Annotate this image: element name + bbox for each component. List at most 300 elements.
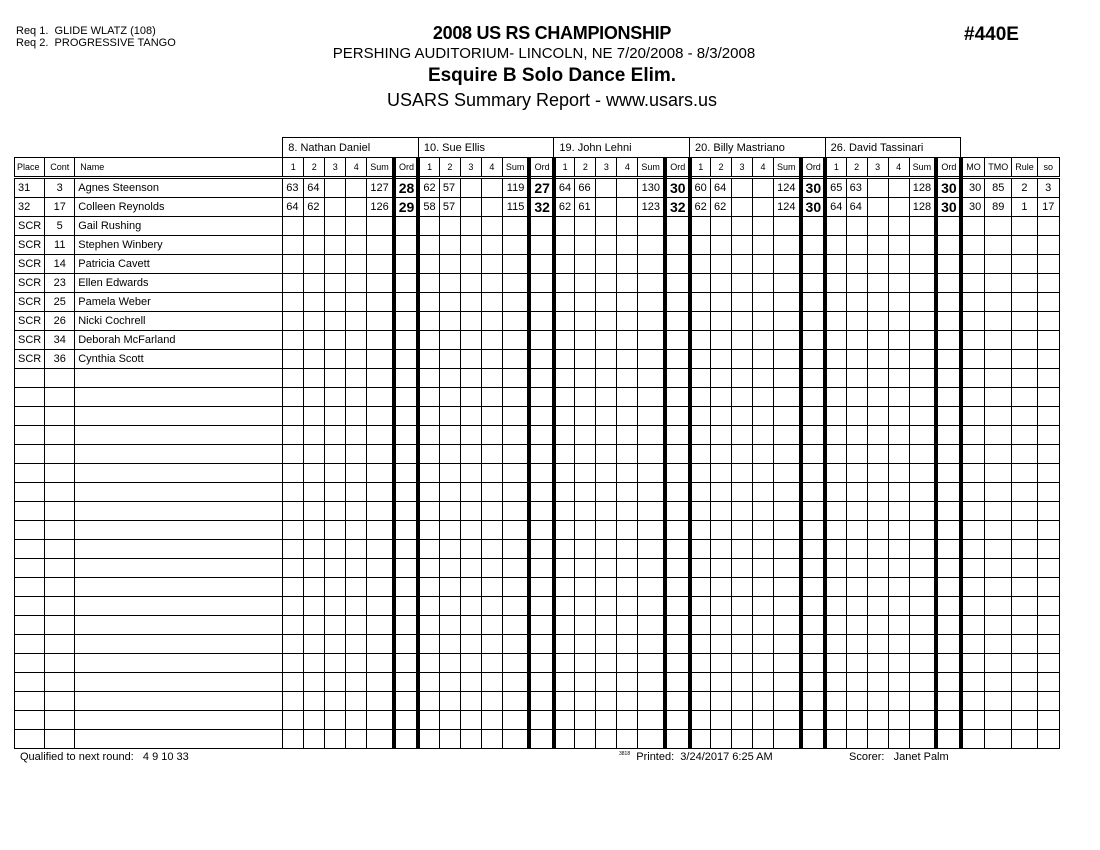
score-cell bbox=[460, 521, 481, 540]
so-cell bbox=[1037, 635, 1059, 654]
score-cell bbox=[554, 217, 575, 236]
score-cell bbox=[867, 464, 888, 483]
score-cell bbox=[596, 711, 617, 730]
judge-col-header: 3 bbox=[325, 158, 346, 178]
cont-cell bbox=[45, 502, 75, 521]
so-cell bbox=[1037, 426, 1059, 445]
ord-cell: 29 bbox=[394, 198, 419, 217]
sum-cell bbox=[367, 407, 394, 426]
score-cell bbox=[732, 236, 753, 255]
ord-cell bbox=[665, 464, 690, 483]
ord-cell bbox=[394, 331, 419, 350]
report-code: 3818 bbox=[619, 751, 631, 757]
sum-cell bbox=[367, 312, 394, 331]
sum-cell bbox=[367, 293, 394, 312]
sum-cell bbox=[774, 236, 801, 255]
mo-cell bbox=[961, 521, 985, 540]
mo-cell bbox=[961, 692, 985, 711]
score-cell bbox=[325, 711, 346, 730]
score-cell bbox=[711, 673, 732, 692]
sum-cell bbox=[502, 578, 529, 597]
empty-row bbox=[15, 711, 1060, 730]
place-cell bbox=[15, 388, 45, 407]
mo-cell bbox=[961, 673, 985, 692]
score-cell bbox=[617, 635, 638, 654]
score-cell bbox=[596, 407, 617, 426]
sum-cell: 130 bbox=[638, 178, 665, 198]
score-cell bbox=[481, 464, 502, 483]
judge-col-header: 4 bbox=[888, 158, 909, 178]
score-cell bbox=[711, 597, 732, 616]
ord-cell bbox=[801, 730, 826, 749]
score-cell bbox=[596, 578, 617, 597]
rule-cell bbox=[1012, 236, 1038, 255]
score-cell bbox=[825, 559, 846, 578]
so-cell bbox=[1037, 293, 1059, 312]
score-cell bbox=[325, 178, 346, 198]
sum-cell bbox=[638, 654, 665, 673]
score-cell bbox=[867, 597, 888, 616]
score-cell bbox=[346, 635, 367, 654]
score-cell bbox=[732, 597, 753, 616]
score-cell bbox=[825, 692, 846, 711]
ord-cell bbox=[936, 274, 961, 293]
score-cell bbox=[304, 730, 325, 749]
skater-row bbox=[15, 255, 1060, 274]
empty-row bbox=[15, 559, 1060, 578]
ord-cell bbox=[936, 654, 961, 673]
score-cell bbox=[439, 616, 460, 635]
so-cell bbox=[1037, 369, 1059, 388]
ord-cell bbox=[394, 445, 419, 464]
sum-cell bbox=[909, 578, 936, 597]
rule-cell bbox=[1012, 312, 1038, 331]
so-cell bbox=[1037, 540, 1059, 559]
score-cell bbox=[439, 711, 460, 730]
score-cell bbox=[325, 331, 346, 350]
score-cell bbox=[575, 711, 596, 730]
score-cell bbox=[418, 274, 439, 293]
score-cell bbox=[325, 483, 346, 502]
score-cell bbox=[732, 502, 753, 521]
score-cell bbox=[325, 388, 346, 407]
score-cell bbox=[867, 426, 888, 445]
score-cell bbox=[325, 293, 346, 312]
tmo-cell bbox=[985, 312, 1012, 331]
rule-cell bbox=[1012, 350, 1038, 369]
score-cell bbox=[867, 274, 888, 293]
score-cell bbox=[596, 198, 617, 217]
score-cell bbox=[460, 654, 481, 673]
ord-cell bbox=[665, 635, 690, 654]
sum-cell bbox=[367, 350, 394, 369]
ord-cell bbox=[936, 540, 961, 559]
score-cell bbox=[325, 426, 346, 445]
score-cell bbox=[596, 274, 617, 293]
score-cell bbox=[732, 616, 753, 635]
score-cell bbox=[346, 711, 367, 730]
place-cell: SCR bbox=[15, 236, 45, 255]
ord-cell: 27 bbox=[529, 178, 554, 198]
score-cell bbox=[711, 502, 732, 521]
score-cell bbox=[888, 521, 909, 540]
score-cell bbox=[732, 293, 753, 312]
score-cell bbox=[825, 236, 846, 255]
score-cell bbox=[690, 274, 711, 293]
ord-cell bbox=[665, 369, 690, 388]
score-cell bbox=[867, 578, 888, 597]
sum-cell bbox=[638, 464, 665, 483]
name-cell bbox=[75, 635, 283, 654]
score-cell bbox=[888, 635, 909, 654]
mo-cell: 30 bbox=[961, 198, 985, 217]
so-cell bbox=[1037, 711, 1059, 730]
place-cell: SCR bbox=[15, 331, 45, 350]
score-cell bbox=[554, 255, 575, 274]
requirement-value: PROGRESSIVE TANGO bbox=[54, 37, 176, 49]
score-cell bbox=[418, 331, 439, 350]
score-cell bbox=[846, 369, 867, 388]
score-cell bbox=[867, 331, 888, 350]
tmo-cell bbox=[985, 502, 1012, 521]
score-cell bbox=[554, 236, 575, 255]
sum-cell bbox=[502, 312, 529, 331]
score-cell bbox=[825, 616, 846, 635]
score-cell bbox=[867, 654, 888, 673]
score-cell: 64 bbox=[304, 178, 325, 198]
score-cell bbox=[753, 445, 774, 464]
judge-col-header: 2 bbox=[575, 158, 596, 178]
score-cell bbox=[304, 540, 325, 559]
score-cell bbox=[439, 217, 460, 236]
score-cell bbox=[690, 483, 711, 502]
ord-cell: 30 bbox=[936, 178, 961, 198]
score-cell bbox=[753, 502, 774, 521]
score-cell bbox=[846, 350, 867, 369]
tmo-cell bbox=[985, 654, 1012, 673]
score-cell bbox=[867, 616, 888, 635]
score-cell bbox=[554, 274, 575, 293]
score-cell bbox=[888, 711, 909, 730]
score-cell bbox=[575, 236, 596, 255]
score-cell bbox=[888, 559, 909, 578]
score-cell bbox=[825, 369, 846, 388]
judge-col-header: 2 bbox=[304, 158, 325, 178]
score-cell bbox=[283, 426, 304, 445]
mo-cell bbox=[961, 426, 985, 445]
score-cell bbox=[325, 502, 346, 521]
ord-cell bbox=[936, 521, 961, 540]
so-cell bbox=[1037, 255, 1059, 274]
score-cell bbox=[346, 616, 367, 635]
score-cell bbox=[596, 654, 617, 673]
score-cell bbox=[554, 578, 575, 597]
score-cell bbox=[554, 445, 575, 464]
score-cell bbox=[753, 692, 774, 711]
ord-cell bbox=[394, 350, 419, 369]
ord-cell bbox=[801, 274, 826, 293]
score-cell: 66 bbox=[575, 178, 596, 198]
cont-cell bbox=[45, 521, 75, 540]
score-cell: 63 bbox=[283, 178, 304, 198]
score-cell bbox=[481, 178, 502, 198]
score-cell bbox=[283, 483, 304, 502]
ord-cell bbox=[936, 312, 961, 331]
tmo-cell bbox=[985, 350, 1012, 369]
score-cell bbox=[418, 692, 439, 711]
judge-col-header: Ord bbox=[801, 158, 826, 178]
mo-cell bbox=[961, 483, 985, 502]
score-cell bbox=[732, 540, 753, 559]
empty-row bbox=[15, 388, 1060, 407]
judge-col-header: Sum bbox=[502, 158, 529, 178]
qualified-label: Qualified to next round: bbox=[20, 751, 134, 763]
place-cell bbox=[15, 445, 45, 464]
ord-cell bbox=[394, 293, 419, 312]
score-cell bbox=[732, 578, 753, 597]
score-cell bbox=[596, 293, 617, 312]
score-cell bbox=[753, 198, 774, 217]
score-cell bbox=[846, 312, 867, 331]
ord-cell bbox=[665, 597, 690, 616]
cont-cell bbox=[45, 559, 75, 578]
ord-cell bbox=[394, 521, 419, 540]
printed-line bbox=[619, 751, 773, 763]
score-cell bbox=[575, 255, 596, 274]
score-cell bbox=[481, 521, 502, 540]
score-cell bbox=[711, 521, 732, 540]
score-cell bbox=[711, 464, 732, 483]
place-cell: SCR bbox=[15, 217, 45, 236]
cont-cell bbox=[45, 426, 75, 445]
score-cell bbox=[481, 369, 502, 388]
score-cell bbox=[825, 274, 846, 293]
empty-row bbox=[15, 578, 1060, 597]
score-cell bbox=[732, 255, 753, 274]
score-cell bbox=[575, 597, 596, 616]
score-cell bbox=[325, 350, 346, 369]
score-cell bbox=[846, 730, 867, 749]
ord-cell bbox=[936, 445, 961, 464]
score-cell bbox=[460, 597, 481, 616]
score-cell bbox=[846, 217, 867, 236]
score-cell bbox=[575, 483, 596, 502]
skater-row bbox=[15, 350, 1060, 369]
cont-cell bbox=[45, 616, 75, 635]
sum-cell bbox=[502, 521, 529, 540]
score-cell bbox=[596, 483, 617, 502]
score-cell bbox=[846, 236, 867, 255]
score-cell bbox=[439, 464, 460, 483]
tmo-cell bbox=[985, 274, 1012, 293]
sum-cell bbox=[367, 236, 394, 255]
score-cell bbox=[690, 635, 711, 654]
place-cell bbox=[15, 426, 45, 445]
score-cell bbox=[418, 293, 439, 312]
sum-cell bbox=[774, 388, 801, 407]
ord-cell bbox=[394, 312, 419, 331]
sum-cell bbox=[774, 274, 801, 293]
ord-cell bbox=[529, 426, 554, 445]
score-cell bbox=[711, 312, 732, 331]
score-cell bbox=[283, 312, 304, 331]
score-cell bbox=[617, 616, 638, 635]
ord-cell bbox=[394, 578, 419, 597]
score-cell bbox=[617, 540, 638, 559]
place-cell: SCR bbox=[15, 274, 45, 293]
score-cell bbox=[283, 464, 304, 483]
score-cell bbox=[846, 407, 867, 426]
sum-cell bbox=[367, 445, 394, 464]
score-cell bbox=[617, 502, 638, 521]
score-cell bbox=[617, 692, 638, 711]
score-cell bbox=[460, 312, 481, 331]
score-cell bbox=[575, 540, 596, 559]
score-cell bbox=[304, 407, 325, 426]
score-cell bbox=[460, 274, 481, 293]
judge-name: 10. Sue Ellis bbox=[418, 138, 554, 158]
score-cell bbox=[418, 540, 439, 559]
cont-cell bbox=[45, 388, 75, 407]
rule-cell bbox=[1012, 521, 1038, 540]
score-cell bbox=[753, 635, 774, 654]
mo-cell bbox=[961, 236, 985, 255]
mo-cell bbox=[961, 464, 985, 483]
ord-cell bbox=[529, 312, 554, 331]
score-cell bbox=[867, 559, 888, 578]
sum-cell bbox=[909, 350, 936, 369]
score-cell bbox=[617, 711, 638, 730]
ord-cell bbox=[801, 711, 826, 730]
score-cell bbox=[304, 217, 325, 236]
sum-cell bbox=[502, 407, 529, 426]
score-cell bbox=[596, 521, 617, 540]
cont-cell bbox=[45, 483, 75, 502]
empty-row bbox=[15, 654, 1060, 673]
cont-cell: 23 bbox=[45, 274, 75, 293]
so-cell: 17 bbox=[1037, 198, 1059, 217]
score-cell bbox=[283, 217, 304, 236]
place-cell bbox=[15, 616, 45, 635]
score-cell bbox=[596, 312, 617, 331]
score-cell bbox=[283, 521, 304, 540]
name-cell bbox=[75, 654, 283, 673]
score-cell bbox=[711, 236, 732, 255]
score-cell bbox=[888, 578, 909, 597]
score-cell bbox=[888, 350, 909, 369]
cont-header: Cont bbox=[45, 158, 75, 178]
score-cell bbox=[888, 274, 909, 293]
ord-cell bbox=[665, 217, 690, 236]
score-cell bbox=[753, 521, 774, 540]
tmo-cell bbox=[985, 369, 1012, 388]
ord-cell bbox=[529, 293, 554, 312]
score-cell bbox=[888, 483, 909, 502]
score-cell bbox=[304, 597, 325, 616]
score-cell bbox=[617, 369, 638, 388]
score-cell bbox=[888, 388, 909, 407]
score-cell bbox=[596, 730, 617, 749]
ord-cell bbox=[801, 464, 826, 483]
score-cell bbox=[575, 730, 596, 749]
score-cell bbox=[617, 464, 638, 483]
place-cell bbox=[15, 730, 45, 749]
score-cell bbox=[596, 426, 617, 445]
place-cell bbox=[15, 692, 45, 711]
score-cell bbox=[460, 635, 481, 654]
empty-row bbox=[15, 616, 1060, 635]
name-cell: Deborah McFarland bbox=[75, 331, 283, 350]
score-cell bbox=[283, 255, 304, 274]
sum-cell bbox=[774, 426, 801, 445]
score-cell bbox=[867, 255, 888, 274]
judge-name: 19. John Lehni bbox=[554, 138, 690, 158]
ord-cell bbox=[394, 540, 419, 559]
score-cell bbox=[711, 217, 732, 236]
sum-cell bbox=[638, 312, 665, 331]
score-cell bbox=[732, 730, 753, 749]
ord-cell bbox=[394, 730, 419, 749]
score-cell bbox=[846, 711, 867, 730]
judge-col-header: Sum bbox=[774, 158, 801, 178]
ord-cell bbox=[665, 654, 690, 673]
score-cell bbox=[554, 369, 575, 388]
sum-cell bbox=[638, 578, 665, 597]
score-cell bbox=[846, 654, 867, 673]
cont-cell bbox=[45, 635, 75, 654]
tmo-cell bbox=[985, 331, 1012, 350]
ord-cell bbox=[665, 331, 690, 350]
scorer-line bbox=[849, 751, 949, 763]
sum-cell bbox=[502, 369, 529, 388]
score-cell: 64 bbox=[846, 198, 867, 217]
score-cell bbox=[846, 502, 867, 521]
judge-col-header: Ord bbox=[936, 158, 961, 178]
cont-cell bbox=[45, 597, 75, 616]
score-cell bbox=[283, 502, 304, 521]
tmo-cell bbox=[985, 578, 1012, 597]
score-cell bbox=[690, 540, 711, 559]
tmo-header: TMO bbox=[985, 158, 1012, 178]
score-cell bbox=[867, 178, 888, 198]
so-cell bbox=[1037, 236, 1059, 255]
judge-col-header: 4 bbox=[346, 158, 367, 178]
score-cell bbox=[596, 616, 617, 635]
ord-cell bbox=[529, 274, 554, 293]
score-cell bbox=[596, 255, 617, 274]
place-cell bbox=[15, 502, 45, 521]
score-cell bbox=[753, 673, 774, 692]
so-cell bbox=[1037, 483, 1059, 502]
ord-cell bbox=[665, 312, 690, 331]
score-cell bbox=[575, 578, 596, 597]
sum-cell bbox=[502, 540, 529, 559]
ord-cell bbox=[936, 350, 961, 369]
ord-cell bbox=[665, 673, 690, 692]
ord-cell bbox=[394, 597, 419, 616]
score-cell bbox=[418, 236, 439, 255]
score-cell bbox=[346, 464, 367, 483]
name-cell bbox=[75, 616, 283, 635]
ord-cell bbox=[801, 502, 826, 521]
score-cell bbox=[554, 540, 575, 559]
place-cell bbox=[15, 464, 45, 483]
ord-cell bbox=[801, 426, 826, 445]
sum-cell bbox=[367, 730, 394, 749]
score-cell bbox=[439, 559, 460, 578]
cont-cell bbox=[45, 445, 75, 464]
score-cell bbox=[439, 597, 460, 616]
